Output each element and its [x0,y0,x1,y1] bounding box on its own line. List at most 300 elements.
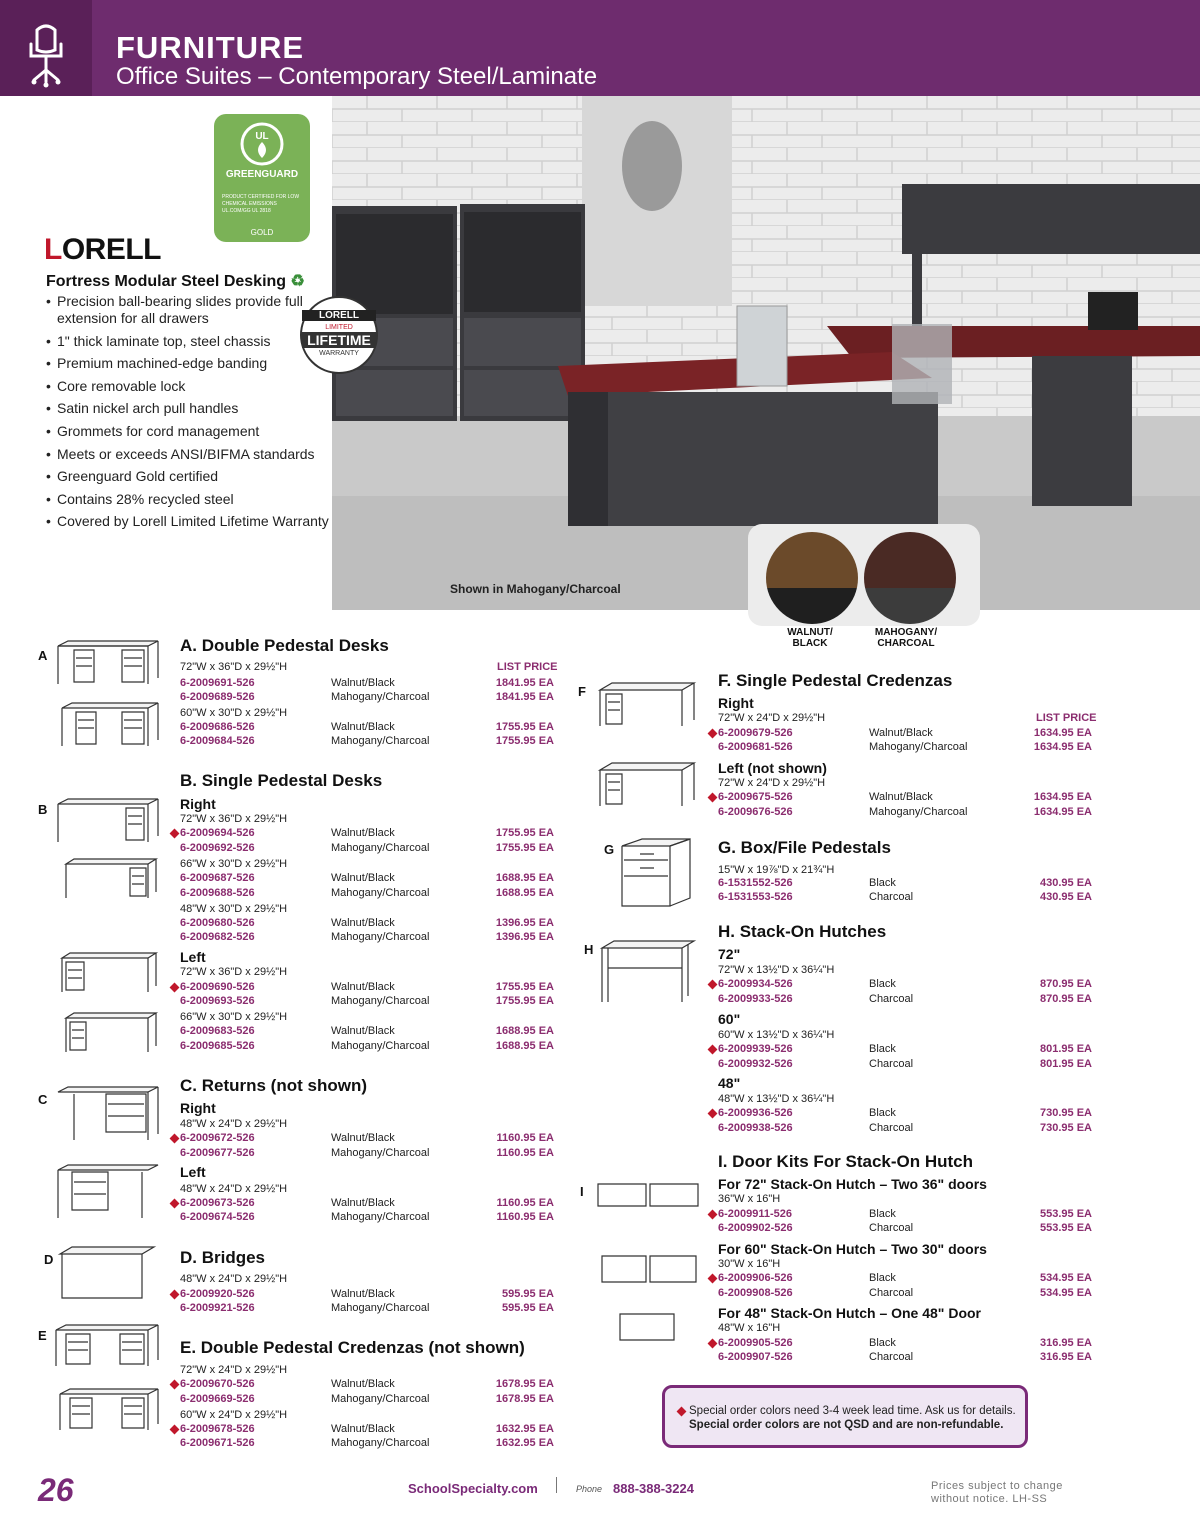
ul-leaf-icon [214,114,310,169]
color-text: Walnut/Black [331,677,395,689]
color-text: Walnut/Black [331,872,395,884]
price-text: 553.95 EA [1040,1222,1092,1234]
product-row [180,931,554,945]
sku-link[interactable]: 6-2009921-526 [180,1302,255,1314]
product-row [718,727,1092,741]
color-text: Black [869,1107,896,1119]
price-text: 1396.95 EA [495,931,554,943]
product-row [180,735,554,749]
product-row [718,806,1092,820]
dimension-text: 36"W x 16"H [718,1193,781,1205]
feature-item: • 1" thick laminate top, steel chassis [46,333,336,350]
feature-item: • Covered by Lorell Limited Lifetime Warranty [46,513,336,530]
special-order-notice [662,1385,1028,1448]
color-text: Mahogany/Charcoal [331,931,430,943]
page-subtitle: Office Suites – Contemporary Steel/Laminate [116,63,598,90]
single-pedestal-desk-66-image [60,856,160,906]
sku-link[interactable]: 6-2009936-526 [718,1107,793,1119]
section-f-left: Left (not shown) [718,760,827,776]
price-text: 430.95 EA [1040,877,1092,889]
sku-link[interactable]: 6-2009678-526 [180,1423,255,1435]
price-text: 1688.95 EA [495,887,554,899]
price-text: 1396.95 EA [495,917,554,929]
price-text: 1688.95 EA [495,872,554,884]
price-text: 1678.95 EA [495,1393,554,1405]
product-row [180,1288,554,1302]
feature-list [46,293,336,536]
swatch-label-mahogany: MAHOGANY/ CHARCOAL [874,627,938,649]
single-pedestal-credenza-right-image [596,680,698,734]
single-pedestal-desk-right-image [52,796,162,850]
special-order-diamond-icon [708,1339,718,1349]
product-row [718,1337,1092,1351]
section-letter-i: I [580,1184,584,1199]
product-row [718,993,1092,1007]
sku-link[interactable]: 6-1531553-526 [718,891,793,903]
dimension-text: 72"W x 24"D x 29½"H [718,712,826,724]
price-text: 1634.95 EA [1033,741,1092,753]
notice-line1: Special order colors need 3-4 week lead time. Ask us for details. [689,1405,1016,1417]
page-number: 26 [38,1472,74,1508]
sku-link[interactable]: 6-2009690-526 [180,981,255,993]
single-pedestal-desk-left-66-image [60,1010,160,1060]
special-order-diamond-icon [708,1109,718,1119]
double-pedestal-desk-image [52,638,162,692]
dimension-text: 72"W x 24"D x 29½"H [718,777,826,789]
product-row [180,842,554,856]
footer-phone-label: Phone [576,1484,603,1494]
feature-item: • Precision ball-bearing slides provide full extension for all drawers [46,293,336,327]
product-row [718,891,1092,905]
product-row [718,1122,1092,1136]
dimension-text: 66"W x 30"D x 29½"H [180,858,288,870]
price-text: 870.95 EA [1040,978,1092,990]
single-pedestal-desk-left-image [56,950,160,1000]
feature-item: • Greenguard Gold certified [46,468,336,485]
price-text: 1634.95 EA [1033,791,1092,803]
price-text: 870.95 EA [1040,993,1092,1005]
special-order-diamond-icon [170,1134,180,1144]
product-row [180,1197,554,1211]
warranty-seal [300,296,378,374]
product-row [718,1272,1092,1286]
special-order-diamond-icon [708,1274,718,1284]
bridge-image [56,1244,160,1308]
color-text: Walnut/Black [331,1132,395,1144]
sku-link[interactable]: 6-2009938-526 [718,1122,793,1134]
product-row [718,741,1092,755]
sku-link[interactable]: 6-2009670-526 [180,1378,255,1390]
sku-link[interactable]: 6-2009673-526 [180,1197,255,1209]
section-letter-a: A [38,648,48,663]
sku-link[interactable]: 6-2009920-526 [180,1288,255,1300]
price-text: 1841.95 EA [495,691,554,703]
color-text: Mahogany/Charcoal [331,1437,430,1449]
special-order-diamond-icon [708,1045,718,1055]
product-row [180,917,554,931]
warranty-line2: LIFETIME [302,332,376,348]
color-text: Black [869,1272,896,1284]
price-text: 1841.95 EA [495,677,554,689]
price-text: 730.95 EA [1040,1122,1092,1134]
product-row [718,877,1092,891]
door-kit-60-title: For 60" Stack-On Hutch – Two 30" doors [718,1241,987,1257]
color-text: Mahogany/Charcoal [331,1302,430,1314]
color-text: Walnut/Black [331,981,395,993]
logo-rest: ORELL [61,233,161,266]
color-text: Charcoal [869,1351,914,1363]
product-row [718,791,1092,805]
dimension-text: 48"W x 30"D x 29½"H [180,903,288,915]
badge-level: GOLD [250,228,274,237]
page-title: FURNITURE [116,30,305,65]
dimension-text: 15"W x 19⅞"D x 21¾"H [718,864,835,876]
dimension-text: 72"W x 36"D x 29½"H [180,813,288,825]
footer-phone-number[interactable]: 888-388-3224 [613,1481,694,1496]
feature-item: • Grommets for cord management [46,423,336,440]
section-c-left: Left [180,1164,206,1180]
product-title: Fortress Modular Steel Desking ♻ [46,273,305,290]
hutch-size-72: 72" [718,946,741,962]
product-row [180,691,554,705]
price-text: 316.95 EA [1040,1337,1092,1349]
product-row [718,1287,1092,1301]
special-order-diamond-icon [708,729,718,739]
price-text: 1755.95 EA [495,995,554,1007]
sku-link[interactable]: 6-2009692-526 [180,842,255,854]
color-text: Black [869,877,896,889]
swatch-label-walnut: WALNUT/ BLACK [787,627,833,649]
dimension-text: 72"W x 36"D x 29½"H [180,966,288,978]
door-kit-48-image [618,1310,678,1344]
sku-link[interactable]: 6-2009688-526 [180,887,255,899]
color-text: Mahogany/Charcoal [331,842,430,854]
sku-link[interactable]: 6-2009906-526 [718,1272,793,1284]
price-text: 801.95 EA [1040,1043,1092,1055]
color-text: Walnut/Black [869,791,933,803]
product-row [180,1302,554,1316]
product-row [180,1147,554,1161]
color-text: Mahogany/Charcoal [331,1211,430,1223]
product-row [718,1208,1092,1222]
sku-link[interactable]: 6-2009911-526 [718,1208,793,1220]
price-text: 534.95 EA [1040,1287,1092,1299]
price-text: 430.95 EA [1040,891,1092,903]
section-d-title: D. Bridges [180,1248,266,1267]
sku-link[interactable]: 6-2009676-526 [718,806,793,818]
sku-link[interactable]: 6-2009693-526 [180,995,255,1007]
feature-item: • Meets or exceeds ANSI/BIFMA standards [46,446,336,463]
dimension-text: 48"W x 24"D x 29½"H [180,1273,288,1285]
photo-caption: Shown in Mahogany/Charcoal [450,582,621,596]
dimension-text: 66"W x 30"D x 29½"H [180,1011,288,1023]
product-row [718,1107,1092,1121]
price-text: 595.95 EA [502,1302,554,1314]
badge-name: GREENGUARD [225,169,299,180]
color-text: Walnut/Black [331,1288,395,1300]
product-row [718,1222,1092,1236]
special-order-diamond-icon [170,1199,180,1209]
product-row [718,978,1092,992]
section-f-right: Right [718,695,754,711]
special-order-diamond-icon [170,1380,180,1390]
badge-text: PRODUCT CERTIFIED FOR LOW CHEMICAL EMISSIONS UL.COM/GG UL 2818 [222,194,300,214]
swatch-walnut-black [766,532,858,624]
color-text: Charcoal [869,1222,914,1234]
special-order-diamond-icon [170,829,180,839]
product-row [718,1058,1092,1072]
sku-link[interactable]: 6-2009939-526 [718,1043,793,1055]
price-text: 1632.95 EA [495,1437,554,1449]
product-row [180,1437,554,1451]
footer-website-link[interactable]: SchoolSpecialty.com [408,1481,538,1496]
color-text: Walnut/Black [331,917,395,929]
logo-prefix: L [44,233,62,266]
sku-link[interactable]: 6-2009677-526 [180,1147,255,1159]
color-text: Walnut/Black [331,1423,395,1435]
section-c-right: Right [180,1100,216,1116]
section-letter-h: H [584,942,594,957]
product-row [718,1043,1092,1057]
sku-link[interactable]: 6-2009669-526 [180,1393,255,1405]
sku-link[interactable]: 6-2009674-526 [180,1211,255,1223]
feature-item: • Satin nickel arch pull handles [46,400,336,417]
color-text: Mahogany/Charcoal [869,806,968,818]
sku-link[interactable]: 6-2009683-526 [180,1025,255,1037]
price-text: 534.95 EA [1040,1272,1092,1284]
product-row [180,981,554,995]
hutch-size-60: 60" [718,1011,741,1027]
color-text: Mahogany/Charcoal [331,995,430,1007]
product-row [180,677,554,691]
double-pedestal-desk-60-image [56,700,162,754]
dimension-text: 30"W x 16"H [718,1258,781,1270]
sku-link[interactable]: 6-2009672-526 [180,1132,255,1144]
section-letter-c: C [38,1092,48,1107]
special-order-diamond-icon [170,983,180,993]
color-text: Charcoal [869,1287,914,1299]
price-text: 595.95 EA [502,1288,554,1300]
sku-link[interactable]: 6-2009684-526 [180,735,255,747]
recycle-icon: ♻ [290,273,305,290]
section-c-title: C. Returns (not shown) [180,1076,367,1095]
sku-link[interactable]: 6-2009908-526 [718,1287,793,1299]
sku-link[interactable]: 6-2009681-526 [718,741,793,753]
sku-link[interactable]: 6-2009689-526 [180,691,255,703]
warranty-line3: WARRANTY [319,350,359,357]
sku-link[interactable]: 6-2009682-526 [180,931,255,943]
color-text: Walnut/Black [331,721,395,733]
sku-link[interactable]: 6-2009687-526 [180,872,255,884]
double-pedestal-credenza-60-image [54,1386,162,1438]
sku-link[interactable]: 6-2009694-526 [180,827,255,839]
color-text: Walnut/Black [331,1378,395,1390]
door-kit-60-image [600,1252,698,1286]
color-text: Walnut/Black [331,1025,395,1037]
product-row [180,995,554,1009]
single-pedestal-credenza-left-image [596,760,698,814]
price-text: 1160.95 EA [496,1132,554,1144]
stack-on-hutch-image [598,938,698,1006]
sku-link[interactable]: 6-2009932-526 [718,1058,793,1070]
dimension-text: 48"W x 16"H [718,1322,781,1334]
hutch-size-48: 48" [718,1075,741,1091]
price-text: 553.95 EA [1040,1208,1092,1220]
badge-mark: UL [255,131,269,142]
price-text: 316.95 EA [1040,1351,1092,1363]
product-row [180,721,554,735]
price-text: 1634.95 EA [1033,727,1092,739]
color-text: Walnut/Black [331,827,395,839]
sku-link[interactable]: 6-2009675-526 [718,791,793,803]
color-text: Charcoal [869,891,914,903]
dimension-text: 48"W x 24"D x 29½"H [180,1118,288,1130]
footer-separator [556,1477,557,1493]
page-header [0,0,1200,96]
color-text: Mahogany/Charcoal [331,1393,430,1405]
price-text: 1634.95 EA [1033,806,1092,818]
sku-link[interactable]: 6-2009902-526 [718,1222,793,1234]
section-letter-d: D [44,1252,54,1267]
section-e-title: E. Double Pedestal Credenzas (not shown) [180,1338,525,1357]
color-text: Walnut/Black [331,1197,395,1209]
price-text: 801.95 EA [1040,1058,1092,1070]
product-row [180,1423,554,1437]
price-text: 1160.95 EA [496,1211,554,1223]
diamond-icon [677,1407,687,1417]
warranty-brand: LORELL [302,310,376,321]
double-pedestal-credenza-image [50,1322,162,1374]
color-text: Charcoal [869,1058,914,1070]
section-letter-g: G [604,842,615,857]
product-row [180,827,554,841]
dimension-text: 72"W x 36"D x 29½"H [180,661,288,673]
color-text: Charcoal [869,993,914,1005]
box-file-pedestal-image [618,836,698,912]
sku-link[interactable]: 6-2009905-526 [718,1337,793,1349]
price-text: 730.95 EA [1040,1107,1092,1119]
door-kit-48-title: For 48" Stack-On Hutch – One 48" Door [718,1305,981,1321]
price-text: 1688.95 EA [495,1040,554,1052]
dimension-text: 60"W x 30"D x 29½"H [180,707,288,719]
product-row [180,1211,554,1225]
list-price-label-left: LIST PRICE [497,661,558,673]
color-text: Black [869,1043,896,1055]
sku-link[interactable]: 6-2009671-526 [180,1437,255,1449]
special-order-diamond-icon [708,793,718,803]
dimension-text: 72"W x 24"D x 29½"H [180,1364,288,1376]
section-letter-f: F [578,684,586,699]
section-b-left: Left [180,949,206,965]
sku-link[interactable]: 6-2009934-526 [718,978,793,990]
section-i-title: I. Door Kits For Stack-On Hutch [718,1152,974,1171]
dimension-text: 60"W x 13½"D x 36¼"H [718,1029,835,1041]
special-order-diamond-icon [170,1290,180,1300]
section-letter-b: B [38,802,48,817]
color-text: Mahogany/Charcoal [331,1040,430,1052]
price-text: 1160.95 EA [496,1147,554,1159]
notice-line2: Special order colors are not QSD and are non-refundable. [689,1419,1004,1431]
warranty-line1: LIMITED [325,324,353,331]
list-price-label-right: LIST PRICE [1036,712,1097,724]
product-row [180,1393,554,1407]
color-text: Black [869,978,896,990]
section-b-title: B. Single Pedestal Desks [180,771,383,790]
door-kit-72-title: For 72" Stack-On Hutch – Two 36" doors [718,1176,987,1192]
sku-link[interactable]: 6-2009933-526 [718,993,793,1005]
product-row [180,1132,554,1146]
product-row [718,1351,1092,1365]
sku-link[interactable]: 6-2009907-526 [718,1351,793,1363]
product-row [180,1040,554,1054]
price-text: 1755.95 EA [495,827,554,839]
greenguard-badge [214,114,310,242]
color-text: Mahogany/Charcoal [331,735,430,747]
price-text: 1632.95 EA [495,1423,554,1435]
dimension-text: 60"W x 24"D x 29½"H [180,1409,288,1421]
product-row [180,887,554,901]
lorell-logo [44,233,161,267]
office-chair-icon [0,0,92,96]
feature-item: • Core removable lock [46,378,336,395]
price-text: 1755.95 EA [495,721,554,733]
color-text: Mahogany/Charcoal [869,741,968,753]
header-icon-box [0,0,92,96]
section-h-title: H. Stack-On Hutches [718,922,887,941]
dimension-text: 72"W x 13½"D x 36¼"H [718,964,835,976]
product-row [180,1025,554,1039]
return-right-image [52,1084,162,1148]
special-order-diamond-icon [170,1425,180,1435]
sku-link[interactable]: 6-2009691-526 [180,677,255,689]
product-row [180,872,554,886]
sku-link[interactable]: 6-2009686-526 [180,721,255,733]
price-text: 1755.95 EA [495,842,554,854]
sku-link[interactable]: 6-2009680-526 [180,917,255,929]
color-text: Black [869,1337,896,1349]
special-order-diamond-icon [708,980,718,990]
sku-link[interactable]: 6-2009679-526 [718,727,793,739]
section-letter-e: E [38,1328,47,1343]
product-row [180,1378,554,1392]
sku-link[interactable]: 6-1531552-526 [718,877,793,889]
price-text: 1755.95 EA [495,735,554,747]
color-text: Walnut/Black [869,727,933,739]
special-order-diamond-icon [708,1210,718,1220]
footer-disclaimer: Prices subject to change without notice. LH-SS [931,1480,1063,1505]
price-text: 1755.95 EA [495,981,554,993]
return-left-image [52,1162,162,1226]
section-a-title: A. Double Pedestal Desks [180,636,389,655]
door-kit-72-image [596,1180,700,1210]
dimension-text: 48"W x 24"D x 29½"H [180,1183,288,1195]
price-text: 1678.95 EA [495,1378,554,1390]
color-text: Mahogany/Charcoal [331,1147,430,1159]
price-text: 1688.95 EA [495,1025,554,1037]
feature-item: • Premium machined-edge banding [46,355,336,372]
color-text: Mahogany/Charcoal [331,691,430,703]
section-g-title: G. Box/File Pedestals [718,838,891,857]
color-text: Charcoal [869,1122,914,1134]
sku-link[interactable]: 6-2009685-526 [180,1040,255,1052]
color-text: Mahogany/Charcoal [331,887,430,899]
section-b-right: Right [180,796,216,812]
feature-item: • Contains 28% recycled steel [46,491,336,508]
swatch-mahogany-charcoal [864,532,956,624]
section-f-title: F. Single Pedestal Credenzas [718,671,953,690]
price-text: 1160.95 EA [496,1197,554,1209]
color-text: Black [869,1208,896,1220]
